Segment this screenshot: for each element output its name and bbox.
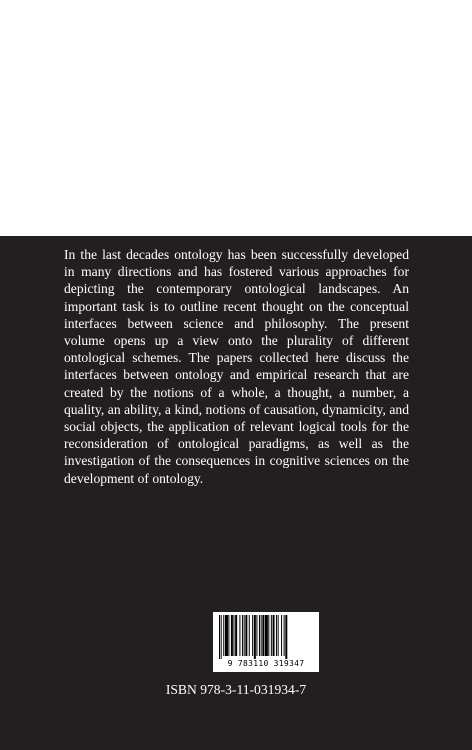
- barcode-bar: [252, 615, 253, 656]
- barcode-bar: [219, 615, 220, 659]
- barcode-bar: [256, 615, 257, 656]
- barcode-bar: [221, 615, 222, 659]
- barcode-bar: [242, 615, 243, 656]
- barcode-bar: [285, 615, 287, 659]
- barcode-bar: [235, 615, 237, 656]
- barcode-bar: [259, 615, 260, 656]
- barcode-bar: [254, 615, 256, 659]
- barcode-bar: [228, 615, 229, 656]
- barcode-bar: [225, 615, 228, 656]
- barcode-bar: [278, 615, 279, 656]
- barcode-bars: [213, 612, 319, 660]
- barcode-bar: [244, 615, 245, 656]
- barcode-bar: [276, 615, 277, 656]
- barcode-bar: [261, 615, 262, 656]
- barcode-bar: [281, 615, 282, 656]
- barcode-bar: [231, 615, 233, 656]
- barcode-bar: [262, 615, 264, 656]
- barcode-bar: [223, 615, 224, 656]
- isbn-number: ISBN 978-3-11-031934-7: [165, 682, 307, 697]
- barcode-bar: [265, 615, 268, 656]
- barcode-bar: [233, 615, 234, 656]
- barcode-bar: [271, 615, 272, 656]
- barcode-bar: [268, 615, 269, 656]
- back-cover-blurb: In the last decades ontology has been successfully developed in many directions and has fostered various approaches for depicting the contemporary ontological landscapes. An important task is to outline recent thought on the conceptual interfaces between science and philosophy. The present volume opens up a view onto the plurality of different ontological schemes. The papers collected here discuss the interfaces between ontology and empirical research that are created by the notions of a whole, a thought, a number, a quality, an ability, a kind, notions of causation, dynamicity, and social objects, the application of relevant logical tools for the reconsideration of ontological paradigms, as well as the investigation of the consequences in cognitive sciences on the development of ontology.: [64, 247, 409, 486]
- barcode-bar: [239, 615, 240, 656]
- barcode-bar: [273, 615, 275, 656]
- barcode-digits: 9 783110 319347: [227, 659, 305, 668]
- barcode-bar: [284, 615, 285, 656]
- barcode-bar: [245, 615, 247, 656]
- top-blank-area: [0, 0, 472, 236]
- barcode-bar: [249, 615, 250, 656]
- barcode: [213, 612, 319, 672]
